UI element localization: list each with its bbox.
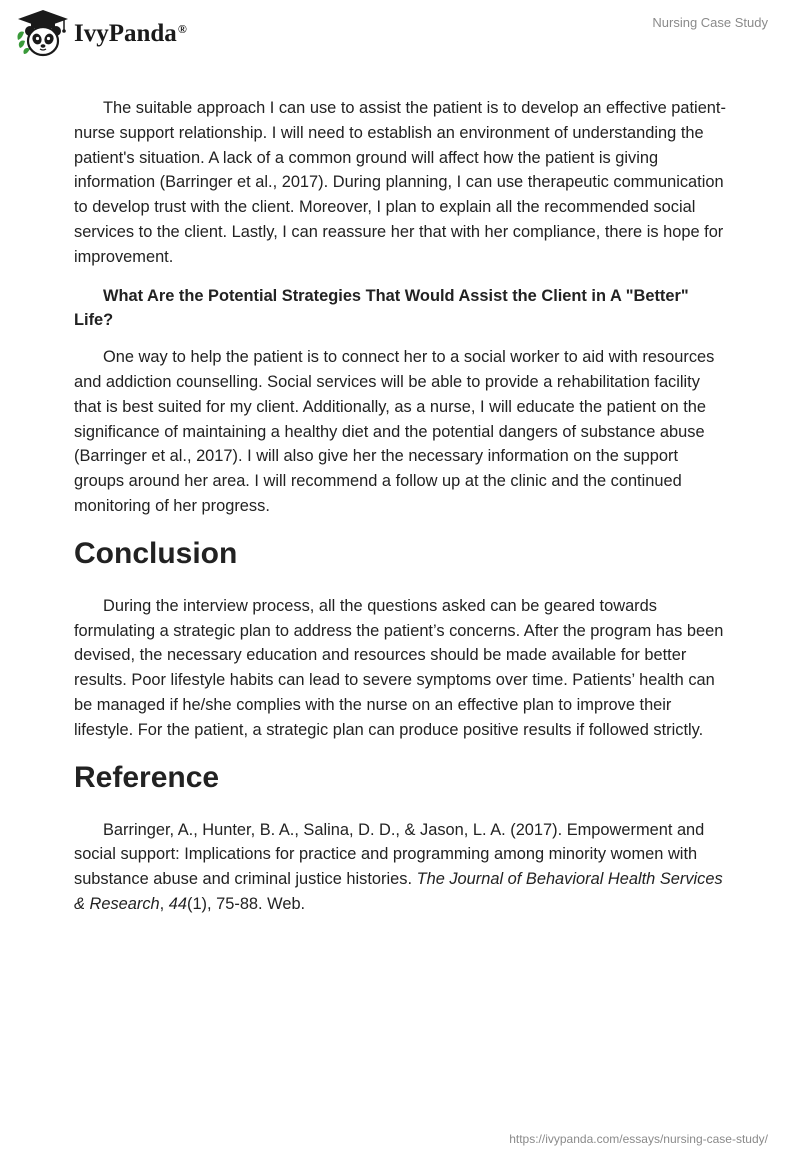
subheading-strategies: What Are the Potential Strategies That Would Assist the Client in A "Better" Life? [74, 286, 689, 330]
page-header [0, 0, 800, 64]
reference-heading: Reference [74, 760, 220, 794]
journal-volume: 44 [168, 894, 187, 913]
document-title: Nursing Case Study [652, 15, 768, 30]
panda-graduate-icon [14, 8, 72, 58]
paragraph-conclusion: During the interview process, all the questions asked can be geared towards formulating a strategic plan to address the patient’s concerns. After the program has been devised, the necessary education and resources should be made available for better results. Poor lifestyle habits can lead to severe symptoms over time. Patients’ health can be managed if he/she complies with the nurse on an effective plan to improve their lifestyle. For the patient, a strategic plan can produce positive results if followed strictly. [74, 596, 724, 739]
conclusion-heading: Conclusion [74, 536, 238, 570]
essay-content [74, 96, 730, 917]
reference-entry: Barringer, A., Hunter, B. A., Salina, D. D., & Jason, L. A. (2017). Empowerment and social support: Implications for practice and programming among minority women with substance abuse and criminal justice histories. The Journal of Behavioral Health Services & Research, 44(1), 75-88. Web. [74, 820, 723, 913]
paragraph-approach: The suitable approach I can use to assist the patient is to develop an effective patient-nurse support relationship. I will need to establish an environment of understanding the patient's situation. A lack of a common ground will affect how the patient is giving information (Barringer et al., 2017). During planning, I can use therapeutic communication to develop trust with the client. Moreover, I plan to explain all the recommended social services to the client. Lastly, I can reassure her that with her compliance, there is hope for improvement. [74, 99, 726, 266]
brand-name: IvyPanda® [74, 20, 187, 47]
journal-title: The Journal of Behavioral Health Services & Research [74, 870, 723, 913]
paragraph-strategies: One way to help the patient is to connect her to a social worker to aid with resources and addiction counselling. Social services will be able to provide a rehabilitation facility that is best suited for my client. Additionally, as a nurse, I will educate the patient on the significance of maintaining a healthy diet and the potential dangers of substance abuse (Barringer et al., 2017). I will also give her the necessary information on the support groups around her area. I will recommend a follow up at the clinic and the continued monitoring of her progress. [74, 348, 715, 515]
ivypanda-logo[interactable] [14, 8, 187, 58]
source-url[interactable]: https://ivypanda.com/essays/nursing-case-study/ [509, 1132, 768, 1146]
